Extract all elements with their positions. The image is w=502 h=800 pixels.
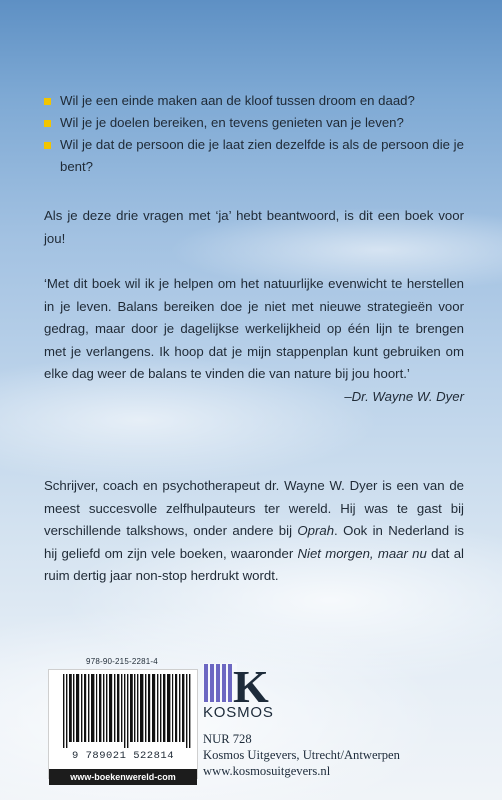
quote-text: ‘Met dit boek wil ik je helpen om het natuurlijke evenwicht te herstellen in je leven. Balans bereiken doe je niet met nieuwe strategieën voor gedrag, maar door je dagelijkse werkelijkheid op één lijn te brengen met je verlangens. Ik hoop dat je mijn stappenplan kunt gebruiken om elke dag weer de balans te vinden die van nature bij jou hoort.’ — [44, 276, 464, 381]
barcode-box — [48, 669, 198, 782]
nur-code: NUR 728 — [203, 732, 252, 746]
bullet-square-icon — [44, 142, 51, 149]
publisher-company: Kosmos Uitgevers, Utrecht/Antwerpen — [203, 748, 400, 762]
bio-show-title: Oprah — [297, 523, 335, 538]
bio-text-2: . Ook in Nederland is hij geliefd om zijn vele boeken, waaronder — [44, 523, 464, 561]
bio-text-3: dat al ruim dertig jaar non-stop herdrukt wordt. — [44, 545, 464, 583]
barcode-digits: 9 789021 522814 — [71, 750, 174, 762]
barcode-icon — [63, 674, 191, 748]
intro-paragraph: Als je deze drie vragen met ‘ja’ hebt beantwoord, is dit een boek voor jou! — [44, 208, 464, 246]
publisher-info — [203, 731, 400, 779]
logo-letter: K — [233, 661, 269, 712]
question-list — [44, 90, 464, 178]
question-text: Wil je dat de persoon die je laat zien dezelfde is als de persoon die je bent? — [60, 137, 464, 174]
bio-text-1: Schrijver, coach en psychotherapeut dr. Wayne W. Dyer is een van de meest succesvolle zelfhulpauteurs ter wereld. Hij was te gast bij verschillende talkshows, onder andere bij — [44, 478, 464, 538]
question-item — [44, 112, 464, 134]
quote-signature: –Dr. Wayne W. Dyer — [344, 388, 464, 404]
author-bio — [44, 475, 464, 588]
bio-book-title: Niet morgen, maar nu — [297, 545, 427, 561]
publisher-website: www.kosmosuitgevers.nl — [203, 764, 331, 778]
author-quote — [44, 273, 464, 408]
isbn-number: 978-90-215-2281-4 — [86, 657, 158, 666]
bookstore-url: www-boekenwereld-com — [49, 769, 197, 785]
publisher-name: KOSMOS — [203, 704, 274, 721]
barcode-area — [48, 657, 196, 785]
question-text: Wil je een einde maken aan de kloof tussen droom en daad? — [60, 93, 415, 108]
question-item — [44, 134, 464, 178]
bullet-square-icon — [44, 120, 51, 127]
question-item — [44, 90, 464, 112]
question-text: Wil je je doelen bereiken, en tevens genieten van je leven? — [60, 115, 404, 130]
bullet-square-icon — [44, 98, 51, 105]
